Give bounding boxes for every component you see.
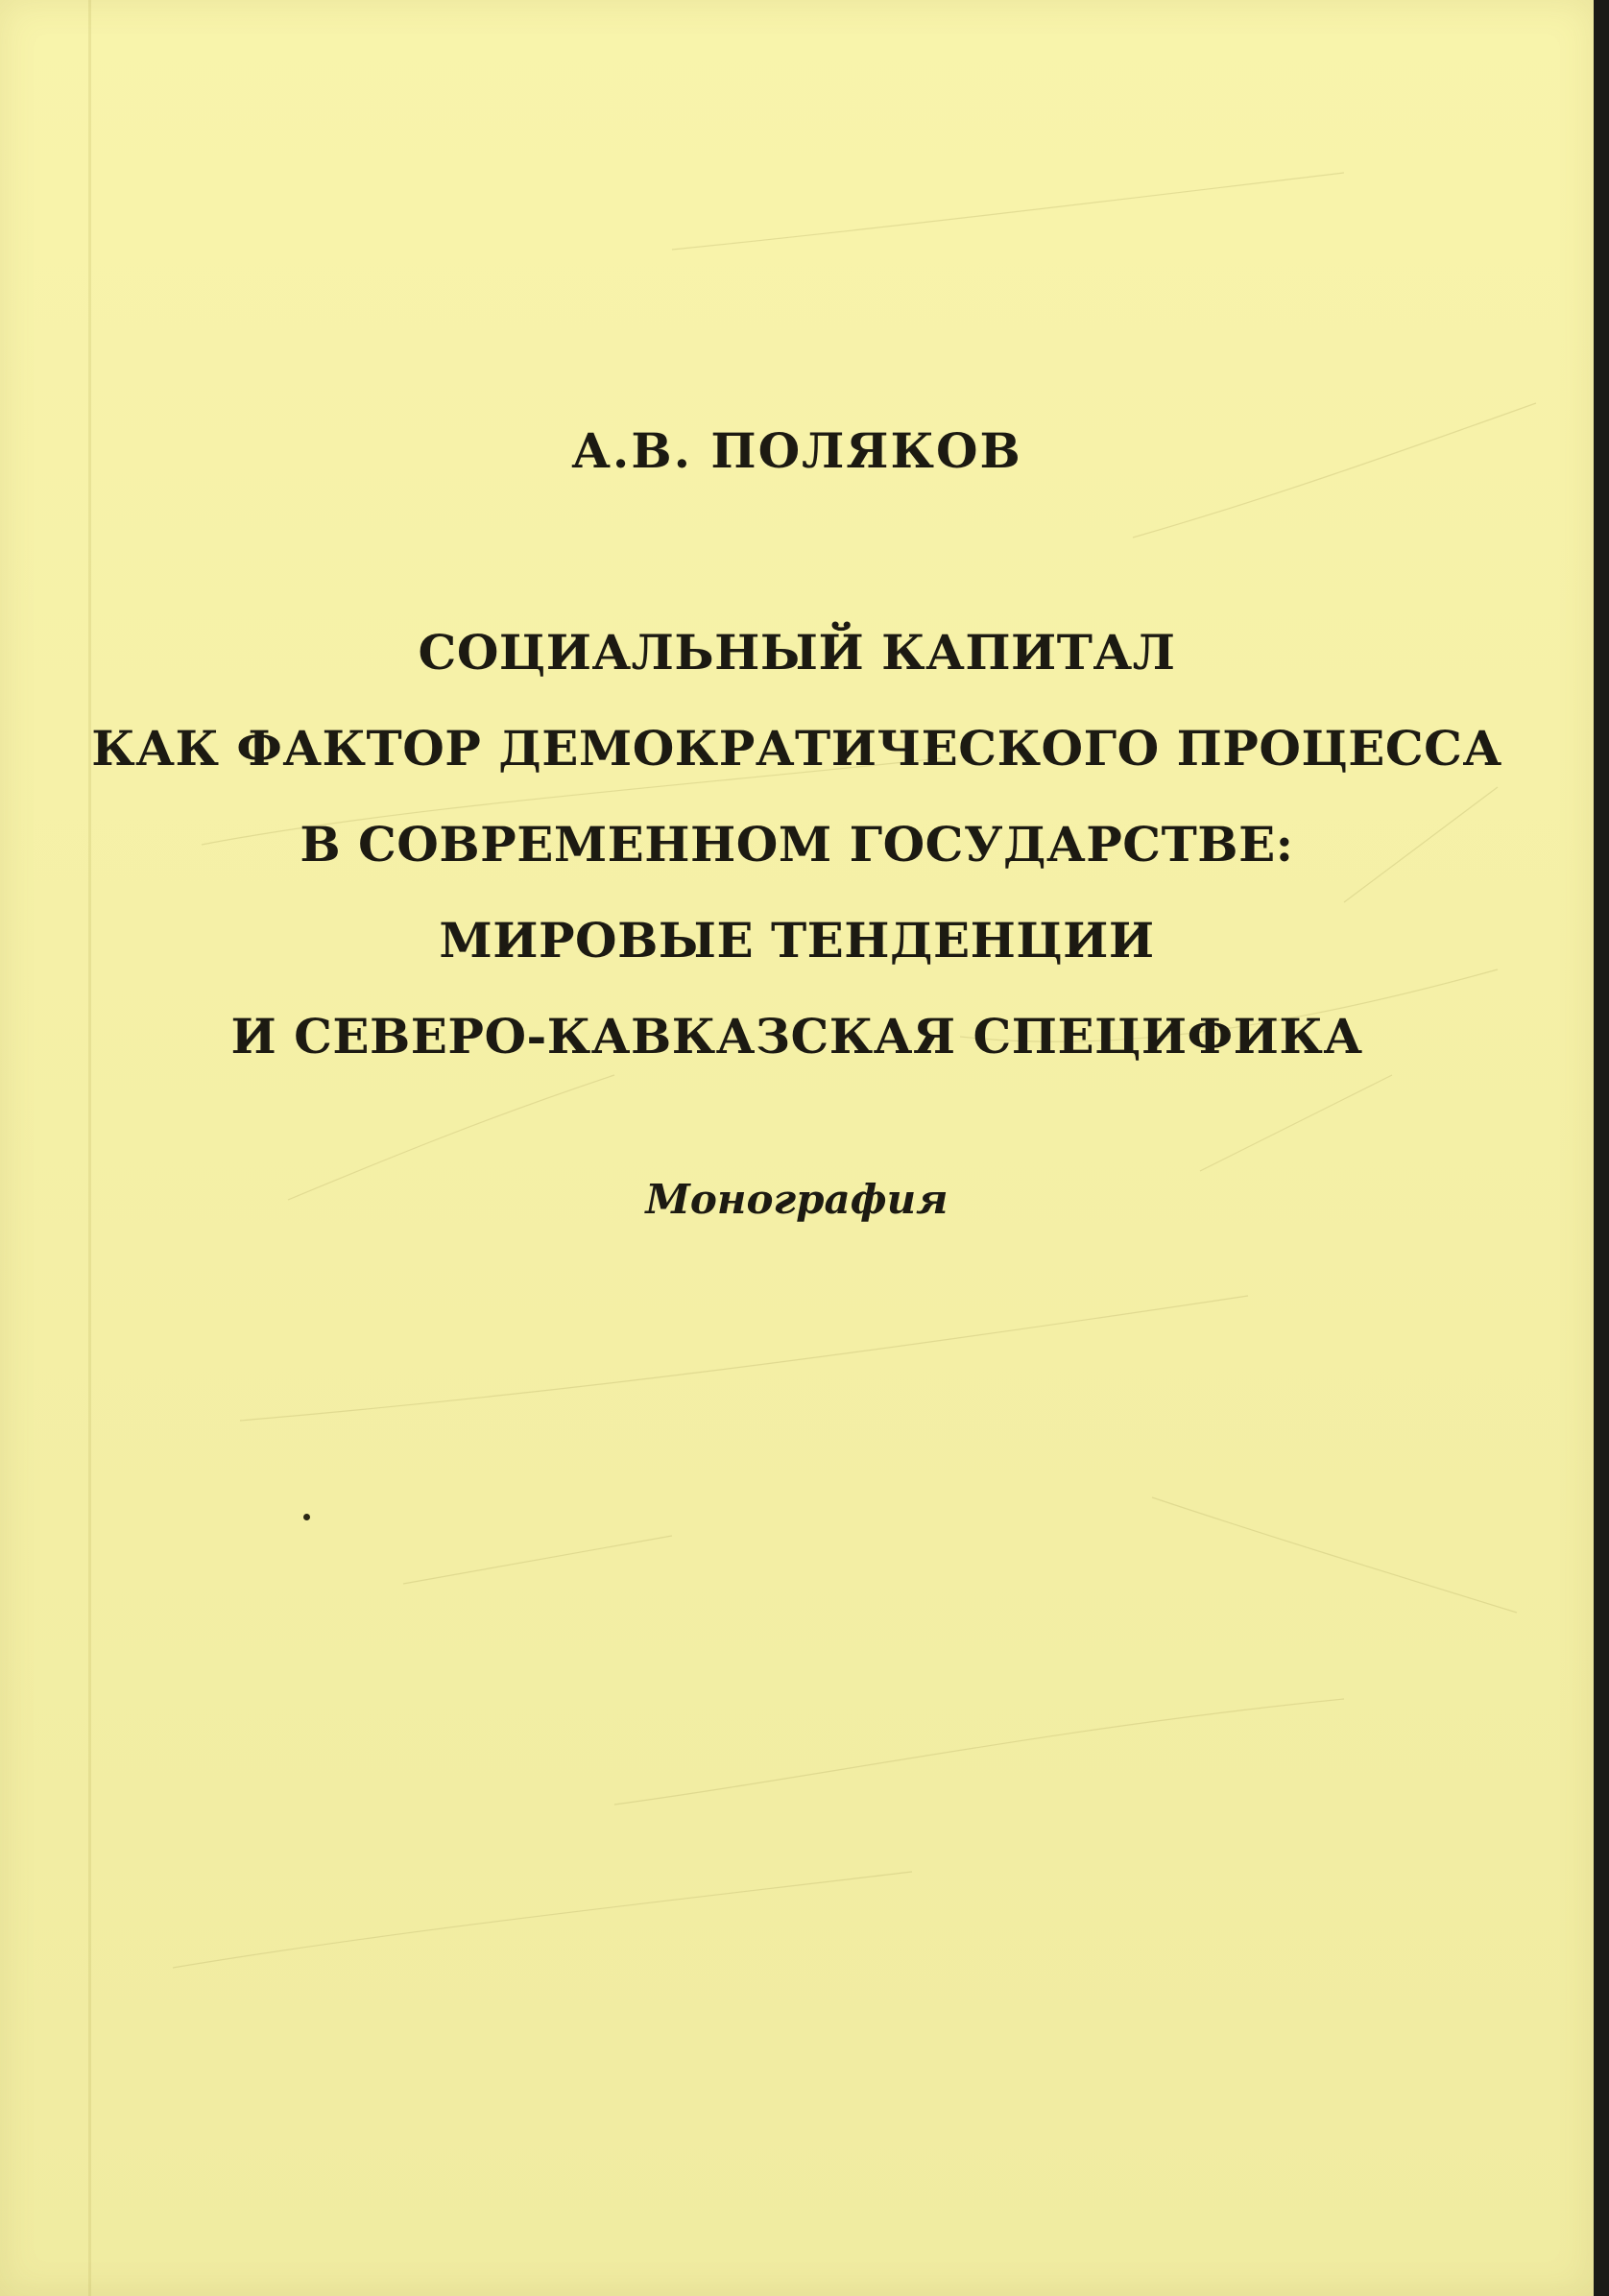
- cover-edge-shadow: [1594, 0, 1609, 2296]
- genre-label: Монография: [645, 1176, 949, 1223]
- ink-speck: [303, 1514, 310, 1520]
- title-line: МИРОВЫЕ ТЕНДЕНЦИИ: [439, 912, 1155, 969]
- title-line: И СЕВЕРО-КАВКАЗСКАЯ СПЕЦИФИКА: [230, 1008, 1363, 1064]
- title-line: КАК ФАКТОР ДЕМОКРАТИЧЕСКОГО ПРОЦЕССА: [91, 720, 1502, 777]
- title-line: В СОВРЕМЕННОМ ГОСУДАРСТВЕ:: [300, 816, 1294, 873]
- title-line: СОЦИАЛЬНЫЙ КАПИТАЛ: [418, 624, 1176, 681]
- book-title: [0, 605, 1594, 1085]
- author-name: А.В. ПОЛЯКОВ: [571, 422, 1022, 479]
